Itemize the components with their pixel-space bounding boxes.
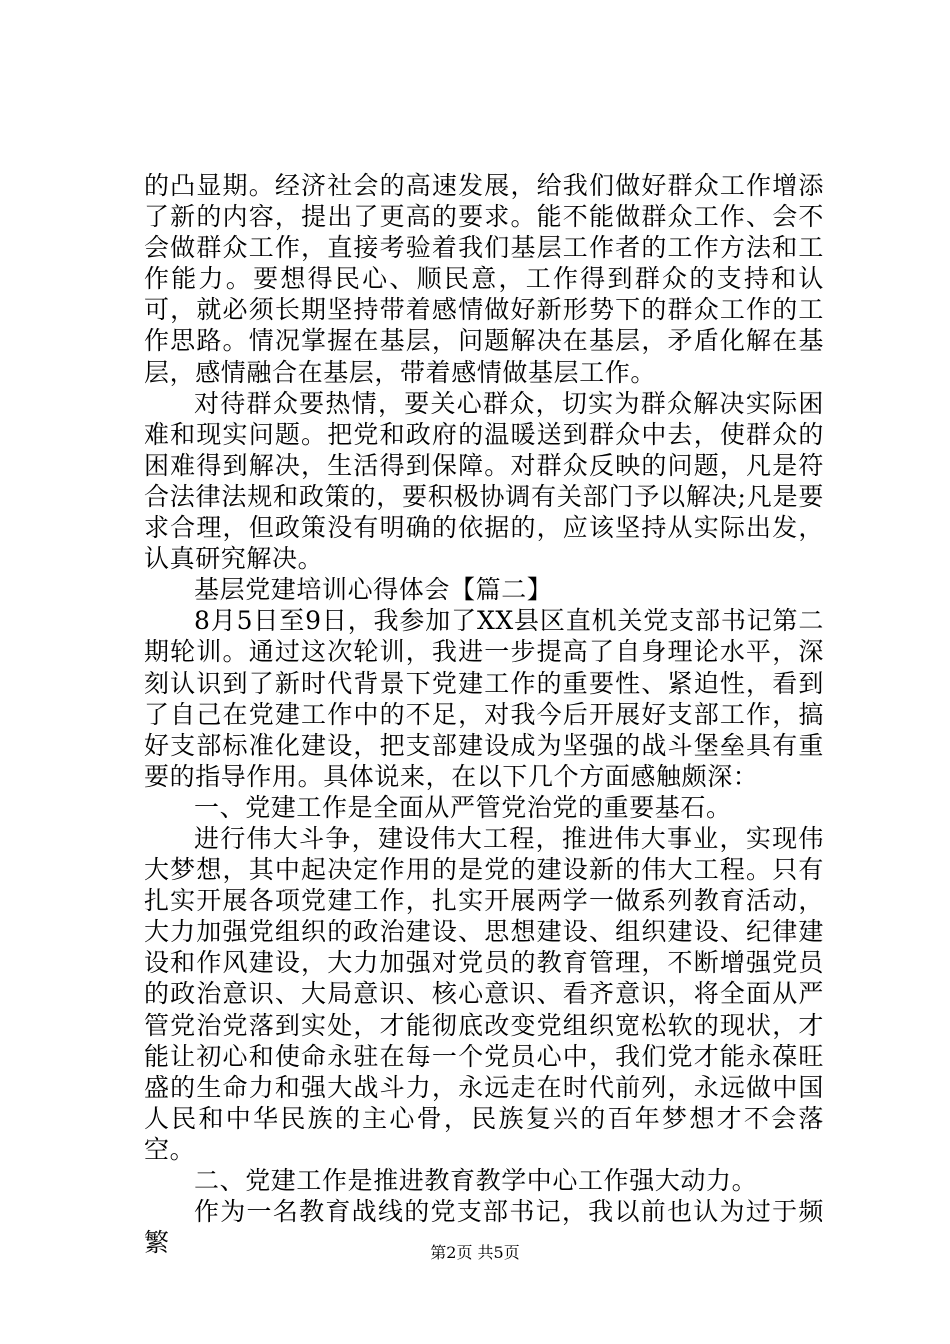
- paragraph-1: 的凸显期。经济社会的高速发展，给我们做好群众工作增添了新的内容，提出了更高的要求。能不能做群众工作、会不会做群众工作，直接考验着我们基层工作者的工作方法和工作能力。要想得民心、顺民意，工作得到群众的支持和认可，就必须长期坚持带着感情做好新形势下的群众工作的工作思路。情况掌握在基层，问题解决在基层，矛盾化解在基层，感情融合在基层，带着感情做基层工作。: [144, 171, 824, 387]
- document-body: [144, 170, 824, 1258]
- section-heading: 基层党建培训心得体会【篇二】: [194, 575, 553, 605]
- subheading-2: 二、党建工作是推进教育教学中心工作强大动力。: [194, 1166, 758, 1195]
- paragraph-2: 对待群众要热情，要关心群众，切实为群众解决实际困难和现实问题。把党和政府的温暖送到群众中去，使群众的困难得到解决，生活得到保障。对群众反映的问题，凡是符合法律法规和政策的，要积极协调有关部门予以解决;凡是要求合理，但政策没有明确的依据的，应该坚持从实际出发，认真研究解决。: [144, 388, 824, 574]
- paragraph-3: 8月5日至9日，我参加了XX县区直机关党支部书记第二期轮训。通过这次轮训，我进一步提高了自身理论水平，深刻认识到了新时代背景下党建工作的重要性、紧迫性，看到了自己在党建工作中的不足，对我今后开展好支部工作，搞好支部标准化建设，把支部建设成为坚强的战斗堡垒具有重要的指导作用。具体说来，在以下几个方面感触颇深：: [144, 606, 824, 791]
- page-number-footer: 第2页 共5页: [430, 1243, 520, 1262]
- paragraph-5: 作为一名教育战线的党支部书记，我以前也认为过于频繁: [144, 1197, 824, 1258]
- subheading-1: 一、党建工作是全面从严管党治党的重要基石。: [194, 792, 732, 822]
- paragraph-4: 进行伟大斗争，建设伟大工程，推进伟大事业，实现伟大梦想，其中起决定作用的是党的建设新的伟大工程。只有扎实开展各项党建工作，扎实开展两学一做系列教育活动，大力加强党组织的政治建设、思想建设、组织建设、纪律建设和作风建设，大力加强对党员的教育管理，不断增强党员的政治意识、大局意识、核心意识、看齐意识，将全面从严管党治党落到实处，才能彻底改变党组织宽松软的现状，才能让初心和使命永驻在每一个党员心中，我们党才能永葆旺盛的生命力和强大战斗力，永远走在时代前列，永远做中国人民和中华民族的主心骨，民族复兴的百年梦想才不会落空。: [144, 823, 824, 1164]
